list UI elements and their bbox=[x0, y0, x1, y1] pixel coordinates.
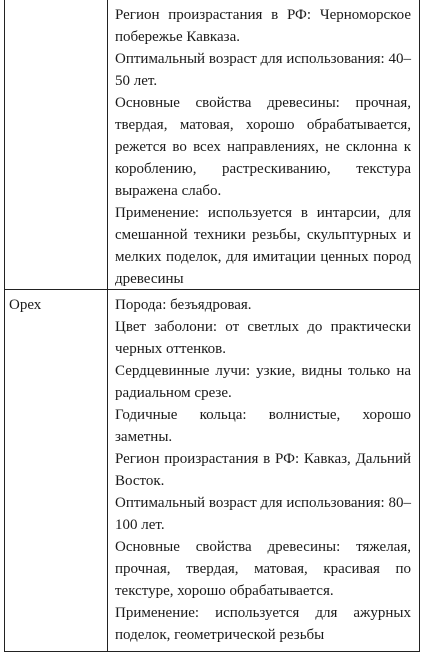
usage-paragraph: Применение: используется для ажурных поделок, геометрической резьбы bbox=[115, 605, 411, 643]
wood-name-cell: Орех bbox=[5, 290, 108, 651]
wood-properties-table bbox=[4, 0, 420, 652]
region-paragraph: Регион произрастания в РФ: Черноморское побережье Кавказа. bbox=[115, 7, 411, 45]
table-row bbox=[5, 0, 419, 290]
properties-paragraph: Основные свойства древесины: тяжелая, прочная, твердая, матовая, красивая по текстуре, хорошо обрабатывается. bbox=[115, 539, 411, 599]
optimal-age-paragraph: Оптимальный возраст для использования: 40–50 лет. bbox=[115, 51, 411, 89]
medullary-rays-paragraph: Сердцевинные лучи: узкие, видны только на радиальном срезе. bbox=[115, 363, 411, 401]
sapwood-color-paragraph: Цвет заболони: от светлых до практически черных оттенков. bbox=[115, 319, 411, 357]
wood-description-cell bbox=[108, 290, 419, 651]
wood-description-cell bbox=[108, 0, 419, 289]
wood-name-cell bbox=[5, 0, 108, 289]
region-paragraph: Регион произрастания в РФ: Кавказ, Дальний Восток. bbox=[115, 451, 411, 489]
optimal-age-paragraph: Оптимальный возраст для использования: 80–100 лет. bbox=[115, 495, 411, 533]
growth-rings-paragraph: Годичные кольца: волнистые, хорошо заметны. bbox=[115, 407, 411, 445]
species-type-paragraph: Порода: безъядровая. bbox=[115, 297, 252, 313]
usage-paragraph: Применение: используется в интарсии, для смешанной техники резьбы, скульптурных и мелких поделок, для имитации ценных пород древесины bbox=[115, 205, 411, 287]
table-row bbox=[5, 290, 419, 652]
properties-paragraph: Основные свойства древесины: прочная, твердая, матовая, хорошо обрабатывается, режется во всех направлениях, не склонна к короблению, растрескиванию, текстура выражена слабо. bbox=[115, 95, 411, 199]
